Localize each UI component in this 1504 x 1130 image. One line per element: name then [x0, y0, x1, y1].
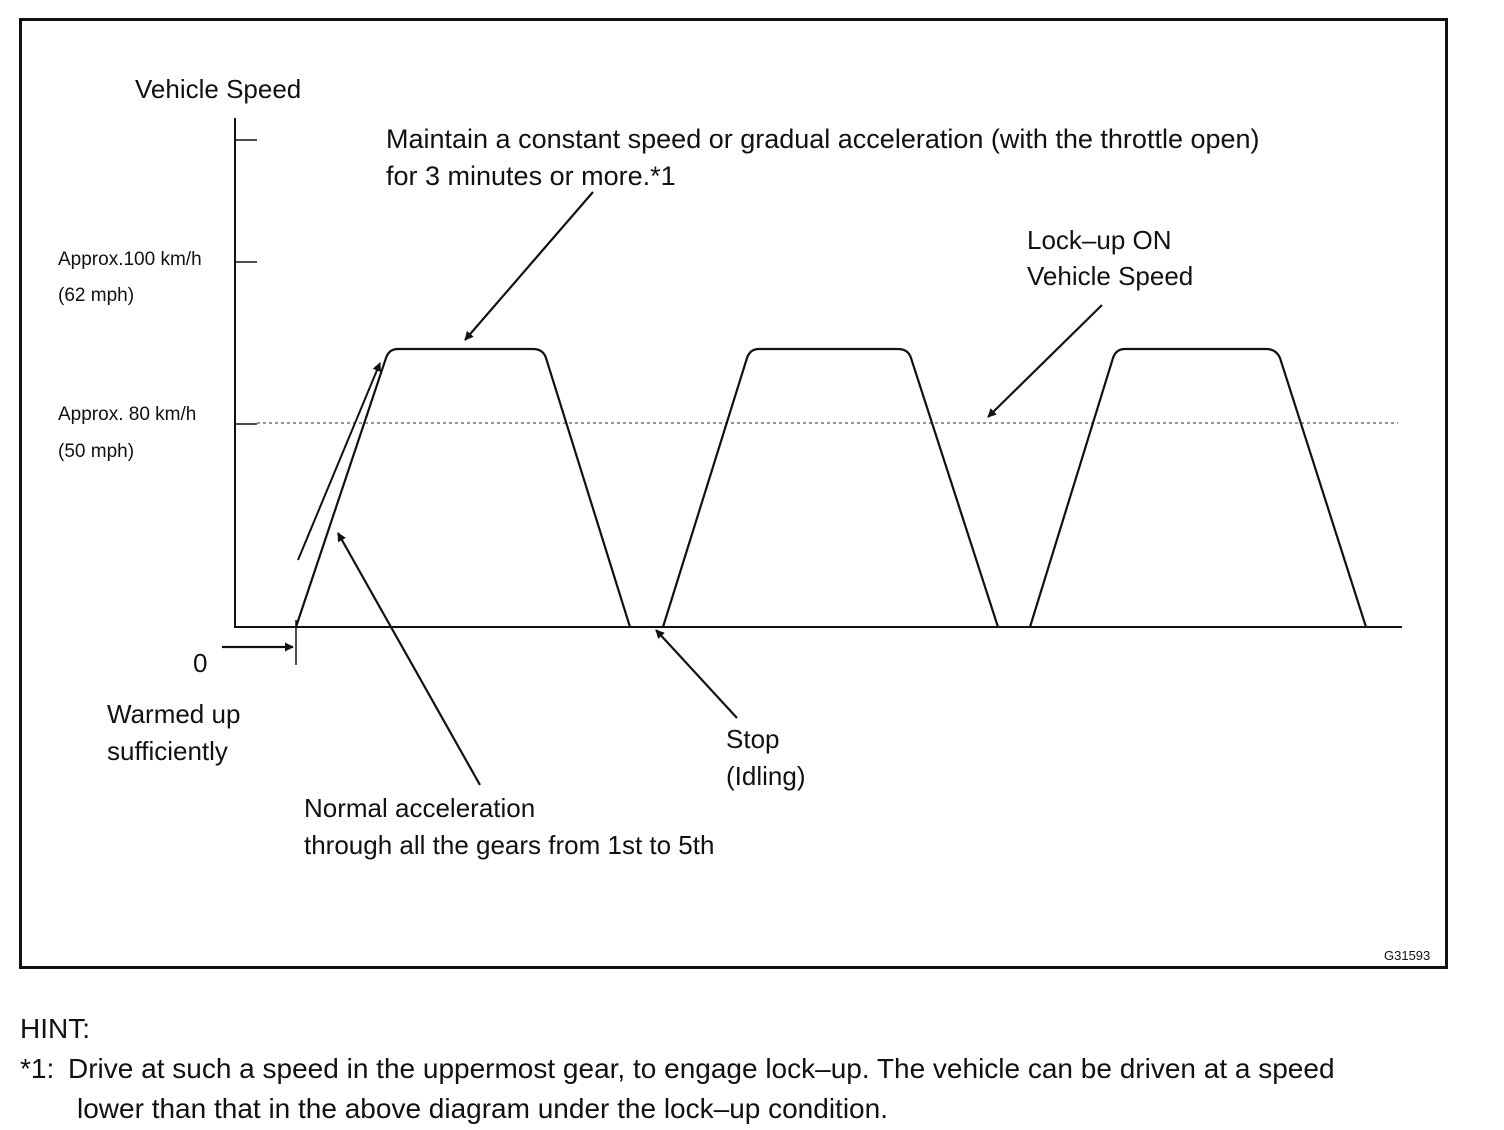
lockup-annotation: Lock–up ON — [1027, 225, 1172, 255]
normal-accel-annotation: Normal acceleration — [304, 793, 536, 823]
figure-code: G31593 — [1384, 948, 1431, 963]
y-tick-80-label: Approx. 80 km/h — [58, 404, 197, 425]
y-tick-100-mph: (62 mph) — [58, 285, 135, 306]
stop-annotation-2: (Idling) — [726, 761, 806, 791]
diagram-frame — [19, 18, 1448, 969]
y-tick-80-mph: (50 mph) — [58, 441, 135, 462]
y-axis-title: Vehicle Speed — [135, 74, 302, 104]
lockup-annotation-2: Vehicle Speed — [1027, 261, 1194, 291]
hint-note-marker: *1: — [20, 1053, 55, 1084]
hint-note-line-2: lower than that in the above diagram under the lock–up condition. — [77, 1093, 888, 1124]
y-tick-100-label: Approx.100 km/h — [58, 249, 202, 270]
constant-speed-annotation: Maintain a constant speed or gradual acceleration (with the throttle open) — [386, 124, 1260, 154]
hint-note-line-1: Drive at such a speed in the uppermost gear, to engage lock–up. The vehicle can be driven at a speed — [68, 1053, 1335, 1084]
constant-speed-annotation-2: for 3 minutes or more.*1 — [386, 161, 676, 191]
hint-heading: HINT: — [20, 1013, 90, 1044]
warmed-up-annotation: Warmed up — [107, 699, 241, 729]
y-zero-label: 0 — [193, 648, 208, 678]
warmed-up-annotation-2: sufficiently — [107, 736, 228, 766]
normal-accel-annotation-2: through all the gears from 1st to 5th — [304, 830, 715, 860]
stop-annotation: Stop — [726, 724, 780, 754]
